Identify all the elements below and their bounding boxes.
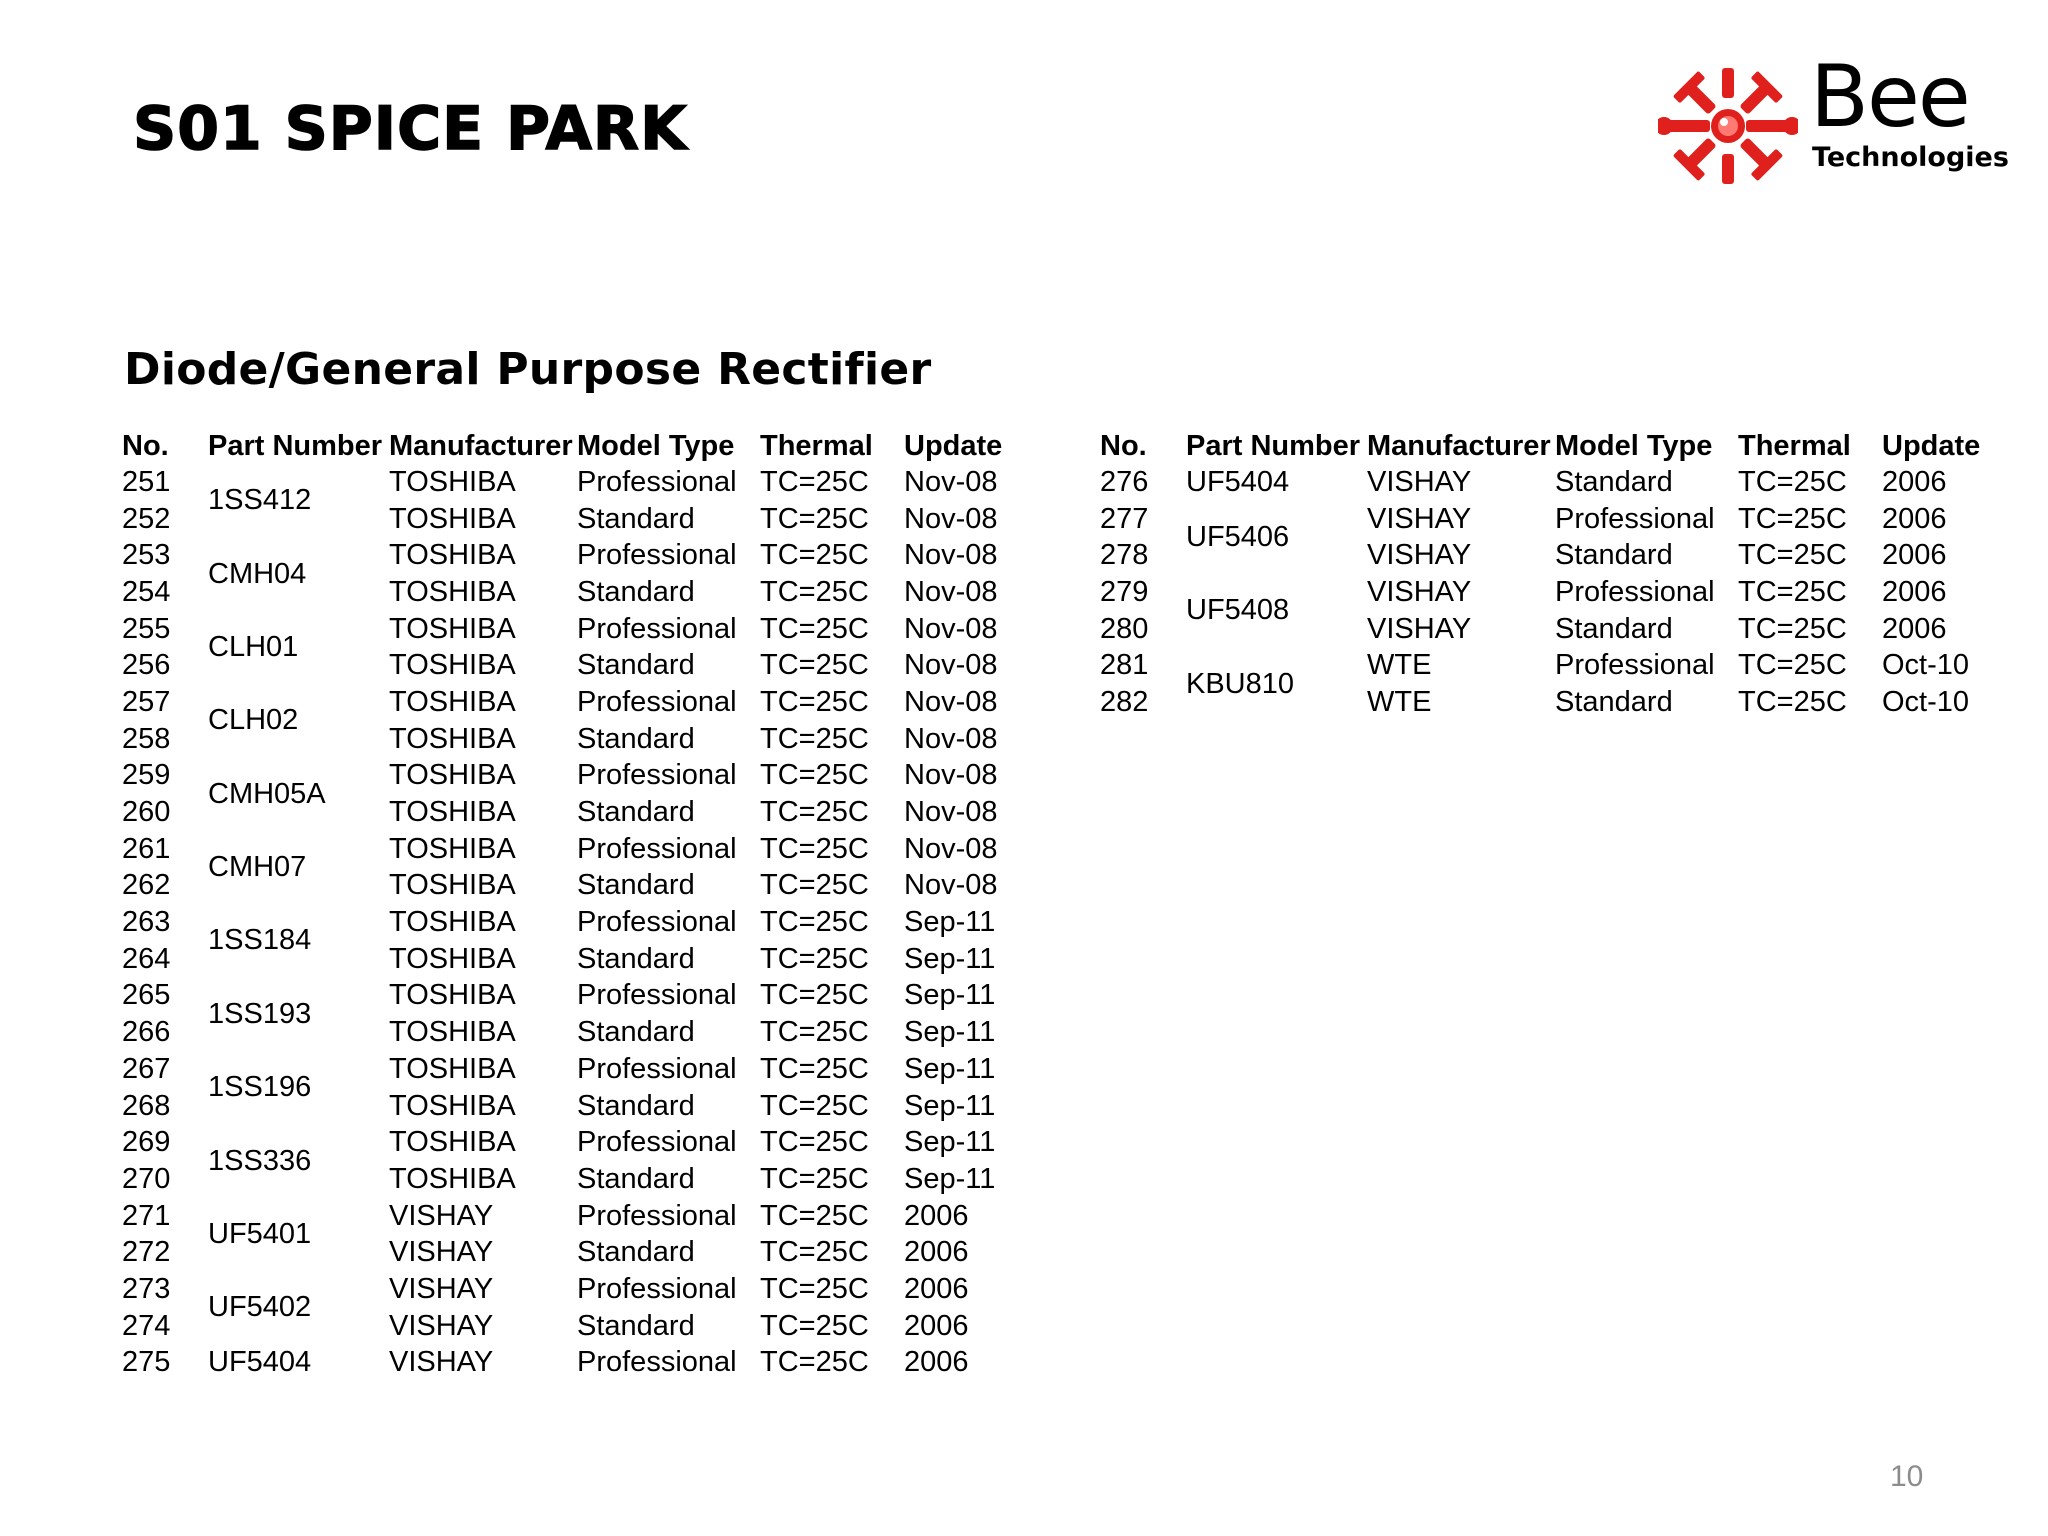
- cell-no: 268: [122, 1089, 171, 1122]
- cell-thermal: TC=25C: [760, 759, 869, 792]
- cell-model-type: Professional: [577, 465, 737, 498]
- cell-update: 2006: [1882, 575, 1947, 608]
- cell-manufacturer: VISHAY: [389, 1346, 494, 1379]
- header-update: Update: [1882, 429, 1981, 462]
- cell-manufacturer: VISHAY: [1367, 539, 1472, 572]
- table-row: [1100, 464, 1992, 501]
- cell-no: 282: [1100, 685, 1149, 718]
- table-row: [122, 904, 1014, 941]
- cell-thermal: TC=25C: [760, 649, 869, 682]
- table-row: [122, 978, 1014, 1015]
- cell-thermal: TC=25C: [760, 539, 869, 572]
- table-header-row: [122, 428, 1014, 464]
- cell-manufacturer: TOSHIBA: [389, 832, 516, 865]
- page-number: 10: [1890, 1460, 1924, 1493]
- table-row: [122, 831, 1014, 868]
- cell-update: Sep-11: [904, 1089, 996, 1122]
- cell-update: 2006: [1882, 539, 1947, 572]
- cell-model-type: Standard: [1555, 465, 1673, 498]
- cell-manufacturer: WTE: [1367, 685, 1432, 718]
- cell-update: Nov-08: [904, 502, 998, 535]
- burst-logo-icon: [1658, 66, 1798, 186]
- cell-model-type: Professional: [1555, 649, 1715, 682]
- cell-no: 262: [122, 869, 171, 902]
- header-manufacturer: Manufacturer: [389, 429, 573, 462]
- cell-manufacturer: TOSHIBA: [389, 979, 516, 1012]
- cell-no: 275: [122, 1346, 171, 1379]
- table-row: [122, 611, 1014, 648]
- cell-model-type: Professional: [577, 1126, 737, 1159]
- cell-no: 251: [122, 465, 171, 498]
- cell-thermal: TC=25C: [760, 869, 869, 902]
- cell-no: 265: [122, 979, 171, 1012]
- cell-part-number: CMH07: [208, 851, 307, 884]
- cell-manufacturer: TOSHIBA: [389, 942, 516, 975]
- cell-thermal: TC=25C: [760, 1236, 869, 1269]
- cell-update: 2006: [904, 1346, 969, 1379]
- cell-no: 279: [1100, 575, 1149, 608]
- cell-manufacturer: TOSHIBA: [389, 612, 516, 645]
- cell-no: 253: [122, 539, 171, 572]
- cell-no: 257: [122, 685, 171, 718]
- cell-update: Nov-08: [904, 612, 998, 645]
- table-row: [122, 1124, 1014, 1161]
- table-row: [1100, 647, 1992, 684]
- cell-model-type: Standard: [577, 722, 695, 755]
- parts-table-left: [122, 428, 1014, 1381]
- cell-thermal: TC=25C: [760, 502, 869, 535]
- cell-part-number: CLH02: [208, 704, 299, 737]
- cell-thermal: TC=25C: [760, 1309, 869, 1342]
- cell-no: 266: [122, 1016, 171, 1049]
- parts-table-right: [1100, 428, 1992, 721]
- cell-part-number: UF5401: [208, 1217, 312, 1250]
- cell-part-number: UF5404: [208, 1346, 312, 1379]
- header-manufacturer: Manufacturer: [1367, 429, 1551, 462]
- cell-model-type: Standard: [1555, 539, 1673, 572]
- cell-thermal: TC=25C: [1738, 612, 1847, 645]
- cell-update: Sep-11: [904, 906, 996, 939]
- cell-manufacturer: TOSHIBA: [389, 539, 516, 572]
- cell-no: 255: [122, 612, 171, 645]
- cell-update: Nov-08: [904, 575, 998, 608]
- cell-thermal: TC=25C: [1738, 575, 1847, 608]
- cell-manufacturer: VISHAY: [1367, 465, 1472, 498]
- cell-manufacturer: TOSHIBA: [389, 1052, 516, 1085]
- cell-model-type: Standard: [577, 575, 695, 608]
- cell-model-type: Professional: [577, 832, 737, 865]
- cell-thermal: TC=25C: [760, 1346, 869, 1379]
- cell-no: 281: [1100, 649, 1149, 682]
- cell-model-type: Professional: [577, 685, 737, 718]
- cell-update: Nov-08: [904, 465, 998, 498]
- cell-manufacturer: TOSHIBA: [389, 759, 516, 792]
- table-header-row: [1100, 428, 1992, 464]
- cell-thermal: TC=25C: [1738, 685, 1847, 718]
- cell-part-number: UF5408: [1186, 594, 1290, 627]
- cell-model-type: Standard: [577, 1236, 695, 1269]
- header-thermal: Thermal: [760, 429, 873, 462]
- cell-model-type: Standard: [577, 796, 695, 829]
- logo-subtitle: Technologies: [1812, 142, 2009, 173]
- cell-part-number: 1SS184: [208, 924, 312, 957]
- cell-no: 259: [122, 759, 171, 792]
- table-row: [122, 1271, 1014, 1308]
- cell-update: Sep-11: [904, 1016, 996, 1049]
- cell-manufacturer: TOSHIBA: [389, 1089, 516, 1122]
- cell-no: 254: [122, 575, 171, 608]
- table-row: [1100, 574, 1992, 611]
- cell-model-type: Professional: [577, 1346, 737, 1379]
- header-model-type: Model Type: [1555, 429, 1713, 462]
- cell-no: 256: [122, 649, 171, 682]
- table-row: [122, 684, 1014, 721]
- cell-manufacturer: TOSHIBA: [389, 575, 516, 608]
- cell-thermal: TC=25C: [760, 1052, 869, 1085]
- cell-part-number: 1SS196: [208, 1071, 312, 1104]
- cell-no: 280: [1100, 612, 1149, 645]
- cell-model-type: Professional: [577, 1199, 737, 1232]
- cell-thermal: TC=25C: [760, 685, 869, 718]
- cell-part-number: CMH05A: [208, 777, 326, 810]
- cell-manufacturer: VISHAY: [389, 1272, 494, 1305]
- cell-model-type: Professional: [577, 979, 737, 1012]
- cell-no: 258: [122, 722, 171, 755]
- cell-update: Nov-08: [904, 649, 998, 682]
- table-row: [122, 537, 1014, 574]
- cell-manufacturer: TOSHIBA: [389, 1126, 516, 1159]
- cell-model-type: Standard: [577, 1309, 695, 1342]
- cell-manufacturer: VISHAY: [389, 1199, 494, 1232]
- cell-update: 2006: [904, 1199, 969, 1232]
- cell-manufacturer: TOSHIBA: [389, 465, 516, 498]
- cell-model-type: Standard: [577, 649, 695, 682]
- cell-no: 274: [122, 1309, 171, 1342]
- cell-no: 260: [122, 796, 171, 829]
- cell-model-type: Standard: [1555, 612, 1673, 645]
- cell-thermal: TC=25C: [1738, 502, 1847, 535]
- cell-thermal: TC=25C: [1738, 649, 1847, 682]
- cell-part-number: UF5402: [208, 1291, 312, 1324]
- header-part-number: Part Number: [1186, 429, 1361, 462]
- cell-update: Sep-11: [904, 1126, 996, 1159]
- cell-no: 271: [122, 1199, 171, 1232]
- cell-manufacturer: TOSHIBA: [389, 1016, 516, 1049]
- header-part-number: Part Number: [208, 429, 383, 462]
- cell-no: 278: [1100, 539, 1149, 572]
- cell-no: 277: [1100, 502, 1149, 535]
- cell-update: Nov-08: [904, 869, 998, 902]
- cell-part-number: CMH04: [208, 557, 307, 590]
- cell-update: Nov-08: [904, 832, 998, 865]
- header-update: Update: [904, 429, 1003, 462]
- cell-no: 276: [1100, 465, 1149, 498]
- cell-thermal: TC=25C: [760, 722, 869, 755]
- cell-update: Nov-08: [904, 685, 998, 718]
- cell-no: 252: [122, 502, 171, 535]
- header-model-type: Model Type: [577, 429, 735, 462]
- cell-manufacturer: TOSHIBA: [389, 502, 516, 535]
- cell-thermal: TC=25C: [760, 979, 869, 1012]
- cell-manufacturer: VISHAY: [1367, 612, 1472, 645]
- cell-no: 272: [122, 1236, 171, 1269]
- cell-part-number: UF5404: [1186, 465, 1290, 498]
- cell-manufacturer: WTE: [1367, 649, 1432, 682]
- cell-part-number: 1SS412: [208, 484, 312, 517]
- cell-thermal: TC=25C: [760, 1016, 869, 1049]
- cell-model-type: Professional: [577, 906, 737, 939]
- cell-manufacturer: TOSHIBA: [389, 906, 516, 939]
- cell-model-type: Standard: [577, 1016, 695, 1049]
- cell-model-type: Professional: [577, 612, 737, 645]
- cell-model-type: Professional: [577, 539, 737, 572]
- table-row: [1100, 501, 1992, 538]
- slide-title: S01 SPICE PARK: [133, 94, 688, 164]
- header-no: No.: [1100, 429, 1147, 462]
- cell-model-type: Professional: [1555, 502, 1715, 535]
- cell-update: Nov-08: [904, 539, 998, 572]
- cell-thermal: TC=25C: [760, 796, 869, 829]
- cell-no: 264: [122, 942, 171, 975]
- cell-update: Oct-10: [1882, 649, 1970, 682]
- cell-manufacturer: VISHAY: [1367, 502, 1472, 535]
- cell-manufacturer: VISHAY: [389, 1309, 494, 1342]
- cell-thermal: TC=25C: [760, 465, 869, 498]
- cell-thermal: TC=25C: [760, 1272, 869, 1305]
- cell-part-number: CLH01: [208, 630, 299, 663]
- cell-no: 267: [122, 1052, 171, 1085]
- cell-no: 263: [122, 906, 171, 939]
- cell-model-type: Standard: [577, 502, 695, 535]
- cell-model-type: Standard: [577, 942, 695, 975]
- cell-no: 270: [122, 1162, 171, 1195]
- cell-part-number: 1SS193: [208, 997, 312, 1030]
- section-title: Diode/General Purpose Rectifier: [124, 344, 932, 395]
- cell-manufacturer: VISHAY: [389, 1236, 494, 1269]
- table-row: [122, 1051, 1014, 1088]
- cell-update: 2006: [1882, 612, 1947, 645]
- cell-update: Nov-08: [904, 796, 998, 829]
- cell-manufacturer: TOSHIBA: [389, 722, 516, 755]
- cell-thermal: TC=25C: [760, 942, 869, 975]
- cell-thermal: TC=25C: [760, 1089, 869, 1122]
- cell-update: Nov-08: [904, 759, 998, 792]
- logo-wordmark: Bee: [1810, 47, 1969, 147]
- cell-model-type: Professional: [577, 1052, 737, 1085]
- cell-manufacturer: TOSHIBA: [389, 649, 516, 682]
- cell-model-type: Professional: [1555, 575, 1715, 608]
- cell-manufacturer: TOSHIBA: [389, 869, 516, 902]
- cell-model-type: Standard: [577, 1162, 695, 1195]
- cell-manufacturer: TOSHIBA: [389, 1162, 516, 1195]
- cell-model-type: Standard: [577, 869, 695, 902]
- cell-model-type: Standard: [577, 1089, 695, 1122]
- table-row: [122, 1198, 1014, 1235]
- cell-model-type: Professional: [577, 1272, 737, 1305]
- company-logo: [1658, 47, 2009, 186]
- cell-update: Nov-08: [904, 722, 998, 755]
- cell-no: 273: [122, 1272, 171, 1305]
- cell-model-type: Standard: [1555, 685, 1673, 718]
- cell-update: Sep-11: [904, 1052, 996, 1085]
- cell-thermal: TC=25C: [1738, 465, 1847, 498]
- table-row: [122, 464, 1014, 501]
- cell-part-number: 1SS336: [208, 1144, 312, 1177]
- cell-thermal: TC=25C: [760, 1126, 869, 1159]
- cell-update: 2006: [904, 1272, 969, 1305]
- cell-part-number: KBU810: [1186, 667, 1295, 700]
- cell-update: Sep-11: [904, 942, 996, 975]
- cell-update: Oct-10: [1882, 685, 1970, 718]
- cell-thermal: TC=25C: [760, 906, 869, 939]
- cell-no: 269: [122, 1126, 171, 1159]
- cell-update: 2006: [904, 1236, 969, 1269]
- cell-update: 2006: [1882, 502, 1947, 535]
- cell-update: 2006: [904, 1309, 969, 1342]
- cell-part-number: UF5406: [1186, 520, 1290, 553]
- cell-thermal: TC=25C: [760, 1162, 869, 1195]
- header-thermal: Thermal: [1738, 429, 1851, 462]
- cell-update: 2006: [1882, 465, 1947, 498]
- cell-update: Sep-11: [904, 979, 996, 1012]
- cell-update: Sep-11: [904, 1162, 996, 1195]
- cell-thermal: TC=25C: [760, 832, 869, 865]
- cell-thermal: TC=25C: [1738, 539, 1847, 572]
- header-no: No.: [122, 429, 169, 462]
- cell-manufacturer: TOSHIBA: [389, 796, 516, 829]
- cell-thermal: TC=25C: [760, 612, 869, 645]
- cell-manufacturer: TOSHIBA: [389, 685, 516, 718]
- cell-model-type: Professional: [577, 759, 737, 792]
- cell-manufacturer: VISHAY: [1367, 575, 1472, 608]
- cell-thermal: TC=25C: [760, 575, 869, 608]
- table-row: [122, 1345, 1014, 1382]
- cell-no: 261: [122, 832, 171, 865]
- cell-thermal: TC=25C: [760, 1199, 869, 1232]
- table-row: [122, 758, 1014, 795]
